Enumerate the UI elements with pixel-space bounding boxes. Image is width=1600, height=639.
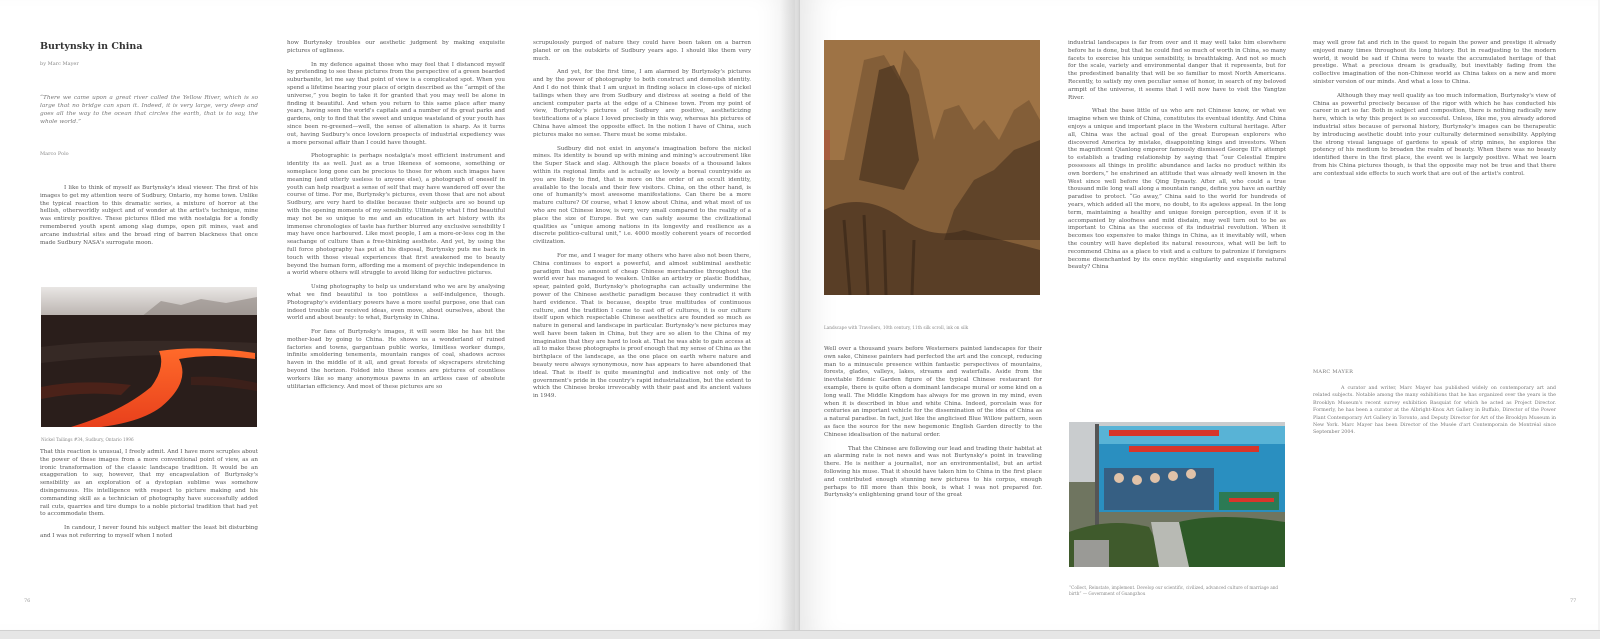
right-column-1 — [824, 346, 1042, 586]
paragraph: industrial landscapes is far from over and it may well take him elsewhere before he is done, but that he could find so much of worth in China, so many facets to exercise his unique sensibility, is breathtaking. And not so much for the scale, variety and environmental danger that it represents, but for the predestined banality that will be so familiar to most North Americans. Recently, to satisfy my own peculiar sense of honor, in search of my beloved armpit of the universe, it seems that I will now have to visit the Yangtze River. — [1068, 40, 1286, 101]
paragraph: That this reaction is unusual, I freely admit. And I have more scruples about the power of these images from a more conventional point of view, as an ironic transformation of the classic landscape tradition. It would be an exaggeration to say, however, that my encapsulation of Burtynsky's sensibility as an exploration of a dystopian sublime was somehow disingenuous. His intelligence with respect to picture making and his commanding skill as a technician of photography have successfully added rail cuts, quarries and tire dumps to a noble pictorial tradition that had yet to accommodate them. — [40, 449, 258, 518]
paragraph: Photographic is perhaps nostalgia's most efficient instrument and identity its as well. Just as a true likeness of someone, something or someplace long gone can be precious to those for whom such images have meaning (and utterly useless to anyone else), a photograph of oneself in youth can help readjust a sense of self that may have wandered off over the course of time. For me, Burtynsky's pictures, even those that are not about Sudbury, are very hard to dislike because their subjects are so bound up with the opening moments of my sensibility. Ultimately what I find beautiful may not be so unique to me and an education in art history with its immense chronologies of taste has further blurred any exclusive sensibility I may have once harboured. Like most people, I am a more-or-less cog in the seachange of culture than a free-thinking aesthete. And yet, by using the full force photography has put at his disposal, Burtynsky puts me back in touch with those visual experiences that first awakened me to beauty beyond the human form, affording me a moment of psychic independence in a world where others will struggle to avoid liking for seductive pictures. — [287, 153, 505, 277]
paragraph: In my defence against those who may feel that I distanced myself by pretending to see these pictures from the perspective of a green bearded suburbanite, let me say that point of view is a complicated spot. When you spend a lifetime hearing your place of origin described as the “armpit of the universe,” you begin to take it for granted that you may well be alone in finding it beautiful. And when you return to this same place after many years, having seen the world's capitals and a number of its great parks and gardens, only to find that the sweet and unique wasteland of your youth has since been re-greened—well, the sense of alienation is sharp. As it turns out, having Sudbury's once lovelorn prospects of industrial expediency was a more personal affair than I could have thought. — [287, 61, 505, 146]
article-title: Burtynsky in China — [40, 41, 143, 52]
paragraph: Sudbury did not exist in anyone's imagination before the nickel mines. Its identity is bound up with mining and mining's accoutrement like the Super Stack and slag. Although the place boasts of a thousand lakes within its regional limits and is actually as lovely a boreal countryside as you are likely to find, that is more on the order of an occult identity, available to the locals and their few visitors. China, on the other hand, is one of humanity's most awesome manifestations. Can there be a more mature culture? Of course, what I know about China, and what most of us who are not Chinese know, is very, very small compared to the reality of a place the size of Europe. But we can safely assume the civilizational qualities as “unique among nations in its longevity and resilience as a discrete politico-cultural unit,” i.e. 4000 mostly coherent years of recorded civilization. — [533, 145, 751, 246]
figure-caption: Landscape with Travellers, 10th century, 11th silk scroll, ink on silk — [824, 325, 969, 330]
paragraph: Although they may well qualify as too much information, Burtynsky's view of China as powerful precisely because of the rigor with which he has conducted his career in art so far. Both in subject and composition, there is nothing radically new here, which is why this project is so successful. Unless, like me, you already adored industrial sites because of personal history, Burtynsky's images can be therapeutic by introducing aesthetic doubt into your culturally determined sensibility. Applying the strong visual language of gardens to speak of strip mines, he explores the potency of his medium to broaden the realm of beauty. When there was no beauty identified there in the first place, the event we is largely positive. What we learn from his China pictures though, is that the opposite may not be true and that there are contextual side effects to such work that are out of the artist's control. — [1313, 92, 1556, 177]
left-page — [0, 0, 795, 630]
billboard-photo — [1069, 422, 1285, 567]
left-column-3 — [533, 40, 751, 577]
right-column-2 — [1068, 40, 1286, 418]
paragraph: For me, and I wager for many others who have also not been there, China continues to export a powerful, and almost subliminal aesthetic paradigm that no amount of cheap Chinese merchandise throughout the world ever has managed to weaken. Unlike an artistry or plastic Buddhas, spear, painted gold, Burtynsky's photographs can actually undermine the power of the Chinese aesthetic paradigm because they contradict it with hard evidence. That is because, despite true multitudes of continuous culture, and the tradition I came to cast off of cultures, it is our culture itself upon which respectable Chinese aesthetics are founded so much as nature in general and landscape in particular. Burtynsky's new pictures may well have been taken in China, but they are so alien to the China of my imagination that they are hard to look at. That he was able to gain access at all to make these photographs is proof enough that my sense of China as the birthplace of the landscape, as the one place on earth where nature and beauty were always synonymous, now has appears to have abandoned that ideal. That is itself is quite meaningful and indicative not only of the government's pride in the country's rapid industrialization, but the extent to which the Chinese broke irrevocably with their past and its ancient values in 1949. — [533, 252, 751, 400]
paragraph: In candour, I never found his subject matter the least bit disturbing and I was not referring to myself when I noted — [40, 525, 258, 539]
figure-caption: Nickel Tailings #34, Sudbury, Ontario 1996 — [41, 437, 134, 442]
left-column-1-bottom — [40, 449, 258, 589]
byline: by Marc Mayer — [40, 61, 79, 67]
author-bio — [1313, 385, 1556, 437]
epigraph: “There we came upon a great river called the Yellow River, which is so large that no bridge can span it. Indeed, it is very large, very deep and goes all the way to the ocean that circles the earth, that is to say, the whole world.” — [40, 95, 258, 125]
paragraph: And yet, for the first time, I am alarmed by Burtynsky's pictures and by the power of photography to both construct and demolish identity. And I do not think that I am unjust in finding solace in close-ups of nickel tailings when they are from Sudbury and distress at seeing a field of the ancient computer parts at the edge of a Chinese town. From my point of view, Burtynsky's pictures of Sudbury are positive, aestheticizing testifications of a place I loved precisely in this way, whereas his pictures of China have almost the opposite effect. In the notion I have of China, such pictures make no sense. There must be some mistake. — [533, 69, 751, 138]
paragraph: may well grow fat and rich in the quest to regain the power and prestige it already enjoyed many times throughout its long history. But in readjusting to the modern world, it would be sad if China were to waste the accumulated heritage of that prestige. What a precious dream is gradually, but inevitably fading from the collective imagination of the non-Chinese world as China takes on a new and more sinister version of our minds. And what a loss to China. — [1313, 40, 1556, 85]
paragraph: scrupulously purged of nature they could have been taken on a barren planet or on the outskirts of Sudbury years ago. I should like them very much. — [533, 40, 751, 62]
paragraph: What the base little of us who are not Chinese know, or what we imagine when we think of China, constitutes its eventual identity. And China enjoys a unique and important place in the Western cultural heritage. After all, China was the actual goal of the great European explorers who discovered America by mistake, disappointing kings and investors. When the magnificent Qianlong emperor famously dismissed George III's attempt to establish a trading relationship by saying that “our Celestial Empire possesses all things in prolific abundance and lacks no product within its own borders,” he enshrined an attitude that was already well known in the West since well before the Qing Dynasty. After all, who could a true thousand mile long wall along a mountain range, define you have an earthly paradise to protect. “Go away,” China said to the world for hundreds of years, which added all the more, no doubt, to its ageless appeal. In the long term, maintaining a healthy and unique foreign perception, even if it is accompanied by aloofness and mild disdain, may well turn out to be as important to China as the success of its industrial revolution. When it becomes too expensive to make things in China, as it inevitably will, when the country will have depleted its natural resources, what will be left to recommend China as a place to visit and a culture to patronize if foreigners become disenchanted by its once mythic singularity and exquisite natural beauty? China — [1068, 108, 1286, 271]
epigraph-attribution: Marco Polo — [40, 151, 69, 157]
left-column-2 — [287, 40, 505, 589]
author-signature: MARC MAYER — [1313, 369, 1354, 375]
paragraph: Using photography to help us understand who we are by analysing what we find beautiful is too pointless a self-indulgence, though. Photography's evidentiary powers have a more useful purpose, one that can indeed trouble our received ideas, even move, about ourselves, about the world and about beauty: to what, Burtynsky in China. — [287, 284, 505, 322]
figure-caption: “Collect, Reinstate, implement. Develop our scientific, civilized, advanced culture of marriage and birth” — Government of Guangzhou — [1069, 585, 1279, 596]
landscape-painting-image — [824, 40, 1040, 295]
propaganda-billboard-image — [1069, 422, 1285, 567]
red-river-image — [41, 287, 257, 427]
paragraph: I like to think of myself as Burtynsky's ideal viewer. The first of his images to get my attention were of Sudbury, Ontario, my home town. Unlike the typical reaction to this dramatic series, a mixture of horror at the hellish, otherworldly subject and of wonder at the artist's technique, mine was entirely positive. These pictures filled me with nostalgia for a fondly remembered youth spent among slag dumps, open pit mines, vast and arcane industrial sites and the broad ring of barren blackness that once made Sudbury NASA's surrogate moon. — [40, 185, 258, 246]
left-column-1-top — [40, 185, 258, 283]
right-column-3 — [1313, 40, 1556, 308]
page-number: 76 — [24, 598, 31, 604]
nickel-tailings-photo — [41, 287, 257, 427]
bio-paragraph: A curator and writer, Marc Mayer has published widely on contemporary art and related subjects. Notable among the many exhibitions that he has organized over the years is the Brooklyn Museum's recent survey exhibition Basquiat for which he acted as Project Director. Formerly, he has been a curator at the Albright-Knox Art Gallery in Buffalo, Director of the Power Plant Contemporary Art Gallery in Toronto, and Deputy Director for Art of the Brooklyn Museum in New York. Marc Mayer has been Director of the Musée d'art Contemporain de Montréal since September 2004. — [1313, 386, 1556, 436]
right-page — [800, 0, 1598, 630]
paragraph: how Burtynsky troubles our aesthetic judgment by making exquisite pictures of ugliness. — [287, 40, 505, 54]
chinese-landscape-scroll — [824, 40, 1040, 295]
paragraph: For fans of Burtynsky's images, it will seem like he has hit the mother-load by going to China. He shows us a wonderland of ruined factories and towns, gargantuan public works, limitless worker dumps, infinite smoldering tenements, mountain ranges of coal, shadows across haven in the middle of it all, and great forests of skyscrapers stretching beyond the horizon. Folded into these scenes are pictures of countless workers like so many anonymous pawns in an artless case of absolute utilitarian efficiency. And most of these pictures are so — [287, 329, 505, 390]
paragraph: That the Chinese are following our lead and trading their habitat at an alarming rate is not news and was not Burtynsky's point in traveling there. He is neither a journalist, nor an environmentalist, but an artist following his muse. That it should have taken him to China in the first place and contributed enough stunning new pictures to his corpus, enough perhaps to fill more than this book, is what I was not prepared for. Burtynsky's enlightening grand tour of the great — [824, 445, 1042, 499]
paragraph: Well over a thousand years before Westerners painted landscapes for their own sake, Chinese painters had perfected the art and the concept, reducing man to a minuscule presence within fantastic perspectives of mountains, forests, glades, valleys, lakes, streams and waterfalls. Aside from the inevitable Edenic Garden figure of the typical Chinese restaurant for example, there is quite often a dominant landscape mural or some kind on a long wall. The Middle Kingdom has always for me grown in my mind, even when it is described in blue and white China. Indeed, porcelain was for centuries an important vehicle for the dissemination of the idea of China as a natural paradise. In fact, just like the anglicised Blue Willow pattern, seen as face the source for the new hegemonic English Garden directly to the Chinese idealisation of the natural order. — [824, 346, 1042, 438]
page-number: 77 — [1570, 598, 1577, 604]
